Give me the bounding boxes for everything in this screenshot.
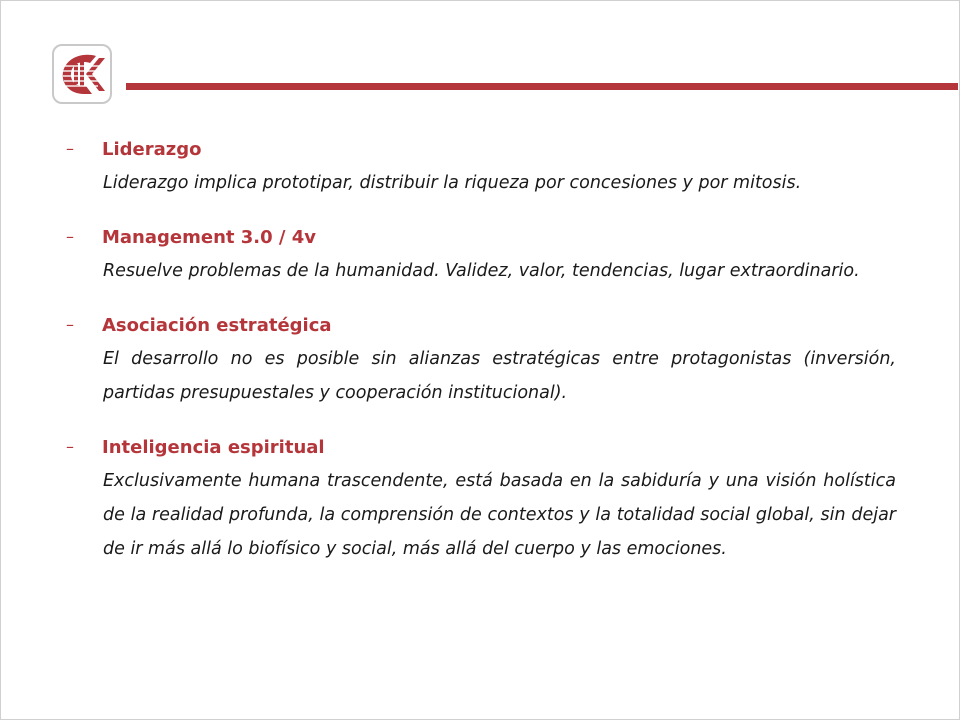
section-title: Liderazgo [102,138,202,160]
content-list [66,132,896,586]
company-logo-icon [52,44,112,104]
header-rule [126,83,958,90]
section-body: Exclusivamente humana trascendente, está basada en la sabiduría y una visión holística de la realidad profunda, la comprensión de contextos y la totalidad social global, sin dejar de ir más allá lo biofísico y social, más allá del cuerpo y las emociones. [103,471,896,559]
section-liderazgo [66,132,896,200]
section-management [66,220,896,288]
dash-bullet-icon: – [66,437,74,456]
section-body: El desarrollo no es posible sin alianzas estratégicas entre protagonistas (inversión, partidas presupuestales y cooperación institucional). [103,349,896,403]
section-heading-row [66,430,896,464]
section-title: Asociación estratégica [102,314,332,336]
section-asociacion [66,308,896,410]
dash-bullet-icon: – [66,227,74,246]
dash-bullet-icon: – [66,139,74,158]
section-body: Liderazgo implica prototipar, distribuir la riqueza por concesiones y por mitosis. [103,173,802,193]
dash-bullet-icon: – [66,315,74,334]
section-title: Management 3.0 / 4v [102,226,317,248]
section-heading-row [66,132,896,166]
section-title: Inteligencia espiritual [102,436,325,458]
section-heading-row [66,220,896,254]
section-heading-row [66,308,896,342]
section-body: Resuelve problemas de la humanidad. Validez, valor, tendencias, lugar extraordinario. [103,261,860,281]
section-inteligencia [66,430,896,566]
